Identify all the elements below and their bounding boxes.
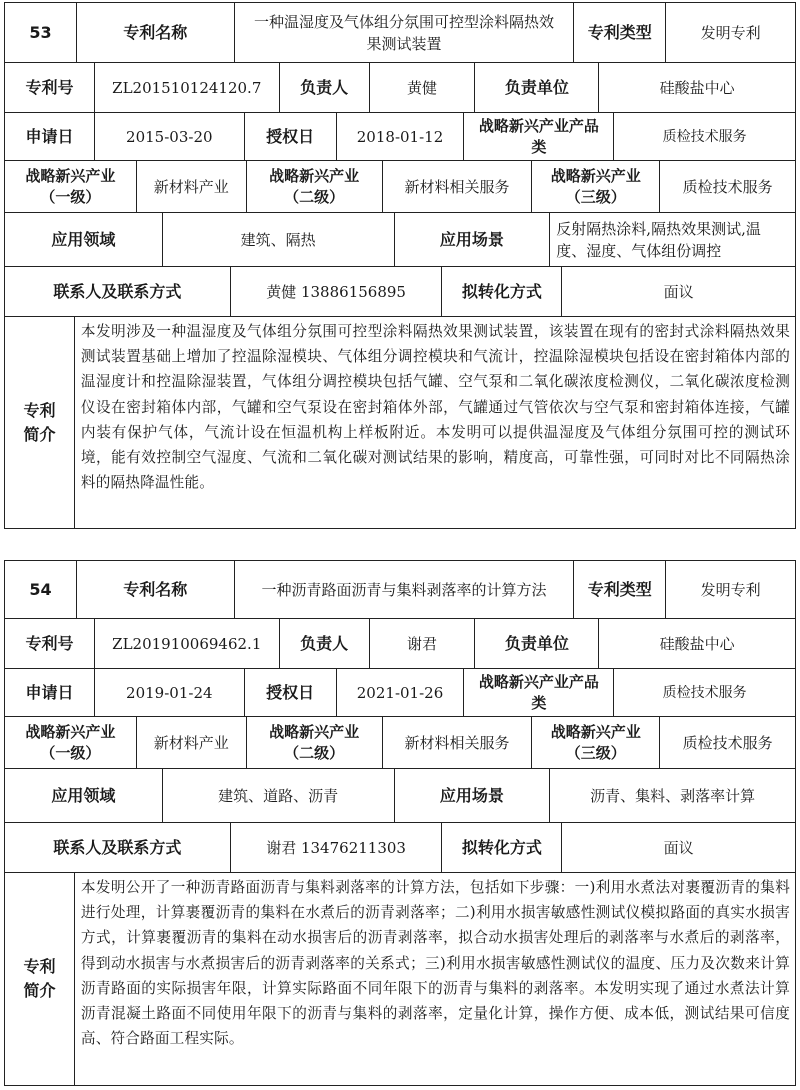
label-industry-l1: 战略新兴产业（一级） xyxy=(5,161,137,212)
patent-number: ZL201910069462.1 xyxy=(95,619,280,668)
patent-name: 一种温湿度及气体组分氛围可控型涂料隔热效果测试装置 xyxy=(235,3,575,62)
field: 建筑、道路、沥青 xyxy=(163,769,395,822)
label-field: 应用领域 xyxy=(5,769,163,822)
label-patent-type: 专利类型 xyxy=(574,561,666,618)
industry-l1: 新材料产业 xyxy=(137,161,247,212)
transfer: 面议 xyxy=(562,823,796,872)
label-industry-category: 战略新兴产业产品类 xyxy=(464,113,614,160)
label-grant-date: 授权日 xyxy=(245,113,337,160)
field: 建筑、隔热 xyxy=(163,213,395,266)
patent-summary: 本发明涉及一种温湿度及气体组分氛围可控型涂料隔热效果测试装置，该装置在现有的密封式涂料隔热效果测试装置基础上增加了控温除湿模块、气体组分调控模块和气流计，控温除湿模块包括设在密封箱体内部的温湿度计和控温除湿装置，气体组分调控模块包括气罐、空气泵和二氧化碳浓度检测仪，二氧化碳浓度检测仪设在密封箱体内部，气罐和空气泵设在密封箱体外部，气罐通过气管依次与空气泵和密封箱体连接，气罐内装有保护气体，气流计设在恒温机构上样板附近。本发明可以提供温湿度及气体组分氛围可控的测试环境，能有效控制空气湿度、气流和二氧化碳对测试结果的影响，精度高，可靠性强，可同时对比不同隔热涂料的隔热降温性能。 xyxy=(75,317,796,528)
patent-number: ZL201510124120.7 xyxy=(95,63,280,112)
label-industry-l1: 战略新兴产业（一级） xyxy=(5,717,137,768)
patent-name: 一种沥青路面沥青与集料剥落率的计算方法 xyxy=(235,561,575,618)
label-apply-date: 申请日 xyxy=(5,113,95,160)
label-owner: 负责人 xyxy=(280,63,370,112)
industry-l1: 新材料产业 xyxy=(137,717,247,768)
label-industry-l3: 战略新兴产业（三级） xyxy=(532,717,660,768)
apply-date: 2019-01-24 xyxy=(95,669,245,716)
label-patent-type: 专利类型 xyxy=(574,3,666,62)
label-summary-line1: 专利 xyxy=(23,400,56,420)
label-industry-l2: 战略新兴产业（二级） xyxy=(247,161,383,212)
label-summary-line2: 简介 xyxy=(23,424,56,444)
label-owner: 负责人 xyxy=(280,619,370,668)
grant-date: 2018-01-12 xyxy=(337,113,465,160)
label-field: 应用领域 xyxy=(5,213,163,266)
patent-card-54 xyxy=(4,560,796,1086)
label-industry-l2: 战略新兴产业（二级） xyxy=(247,717,383,768)
label-patent-name: 专利名称 xyxy=(77,3,235,62)
owner: 谢君 xyxy=(370,619,476,668)
patent-card-53 xyxy=(4,2,796,529)
label-transfer: 拟转化方式 xyxy=(442,267,562,316)
industry-l3: 质检技术服务 xyxy=(660,161,796,212)
unit: 硅酸盐中心 xyxy=(599,619,796,668)
scene: 反射隔热涂料,隔热效果测试,温度、湿度、气体组份调控 xyxy=(550,213,796,266)
patent-index: 54 xyxy=(5,561,77,618)
scene: 沥青、集料、剥落率计算 xyxy=(550,769,796,822)
label-industry-category: 战略新兴产业产品类 xyxy=(464,669,614,716)
label-summary-line2: 简介 xyxy=(23,981,56,1000)
label-unit: 负责单位 xyxy=(475,63,599,112)
label-summary-line1: 专利 xyxy=(23,957,56,976)
industry-l2: 新材料相关服务 xyxy=(383,717,533,768)
label-summary xyxy=(5,317,75,528)
label-patent-name: 专利名称 xyxy=(77,561,235,618)
label-contact: 联系人及联系方式 xyxy=(5,267,231,316)
contact: 谢君 13476211303 xyxy=(231,823,443,872)
contact: 黄健 13886156895 xyxy=(231,267,443,316)
industry-l2: 新材料相关服务 xyxy=(383,161,533,212)
industry-category: 质检技术服务 xyxy=(614,669,796,716)
patent-type: 发明专利 xyxy=(666,561,796,618)
industry-l3: 质检技术服务 xyxy=(660,717,796,768)
patent-type: 发明专利 xyxy=(666,3,796,62)
label-industry-l3: 战略新兴产业（三级） xyxy=(532,161,660,212)
label-scene: 应用场景 xyxy=(395,213,551,266)
label-grant-date: 授权日 xyxy=(245,669,337,716)
grant-date: 2021-01-26 xyxy=(337,669,465,716)
label-unit: 负责单位 xyxy=(475,619,599,668)
apply-date: 2015-03-20 xyxy=(95,113,245,160)
label-patent-number: 专利号 xyxy=(5,63,95,112)
patent-index: 53 xyxy=(5,3,77,62)
owner: 黄健 xyxy=(370,63,476,112)
transfer: 面议 xyxy=(562,267,796,316)
label-patent-number: 专利号 xyxy=(5,619,95,668)
label-transfer: 拟转化方式 xyxy=(442,823,562,872)
label-apply-date: 申请日 xyxy=(5,669,95,716)
patent-summary: 本发明公开了一种沥青路面沥青与集料剥落率的计算方法，包括如下步骤：一)利用水煮法对裹覆沥青的集料进行处理，计算裹覆沥青的集料在水煮后的沥青剥落率；二)利用水损害敏感性测试仪模拟路面的真实水损害方式，计算裹覆沥青的集料在动水损害后的沥青剥落率，拟合动水损害处理后的剥落率与水煮后的剥落率，得到动水损害与水煮损害后的沥青剥落率的关系式；三)利用水损害敏感性测试仪的温度、压力及次数来计算沥青路面的实际损害年限，计算实际路面不同年限下的沥青与集料的剥落率。本发明实现了通过水煮法计算沥青混凝土路面不同使用年限下的沥青与集料的剥落率，定量化计算，操作方便、成本低，测试结果可信度高、符合路面工程实际。 xyxy=(75,873,796,1085)
label-contact: 联系人及联系方式 xyxy=(5,823,231,872)
unit: 硅酸盐中心 xyxy=(599,63,796,112)
industry-category: 质检技术服务 xyxy=(614,113,796,160)
label-summary xyxy=(5,873,75,1085)
label-scene: 应用场景 xyxy=(395,769,551,822)
